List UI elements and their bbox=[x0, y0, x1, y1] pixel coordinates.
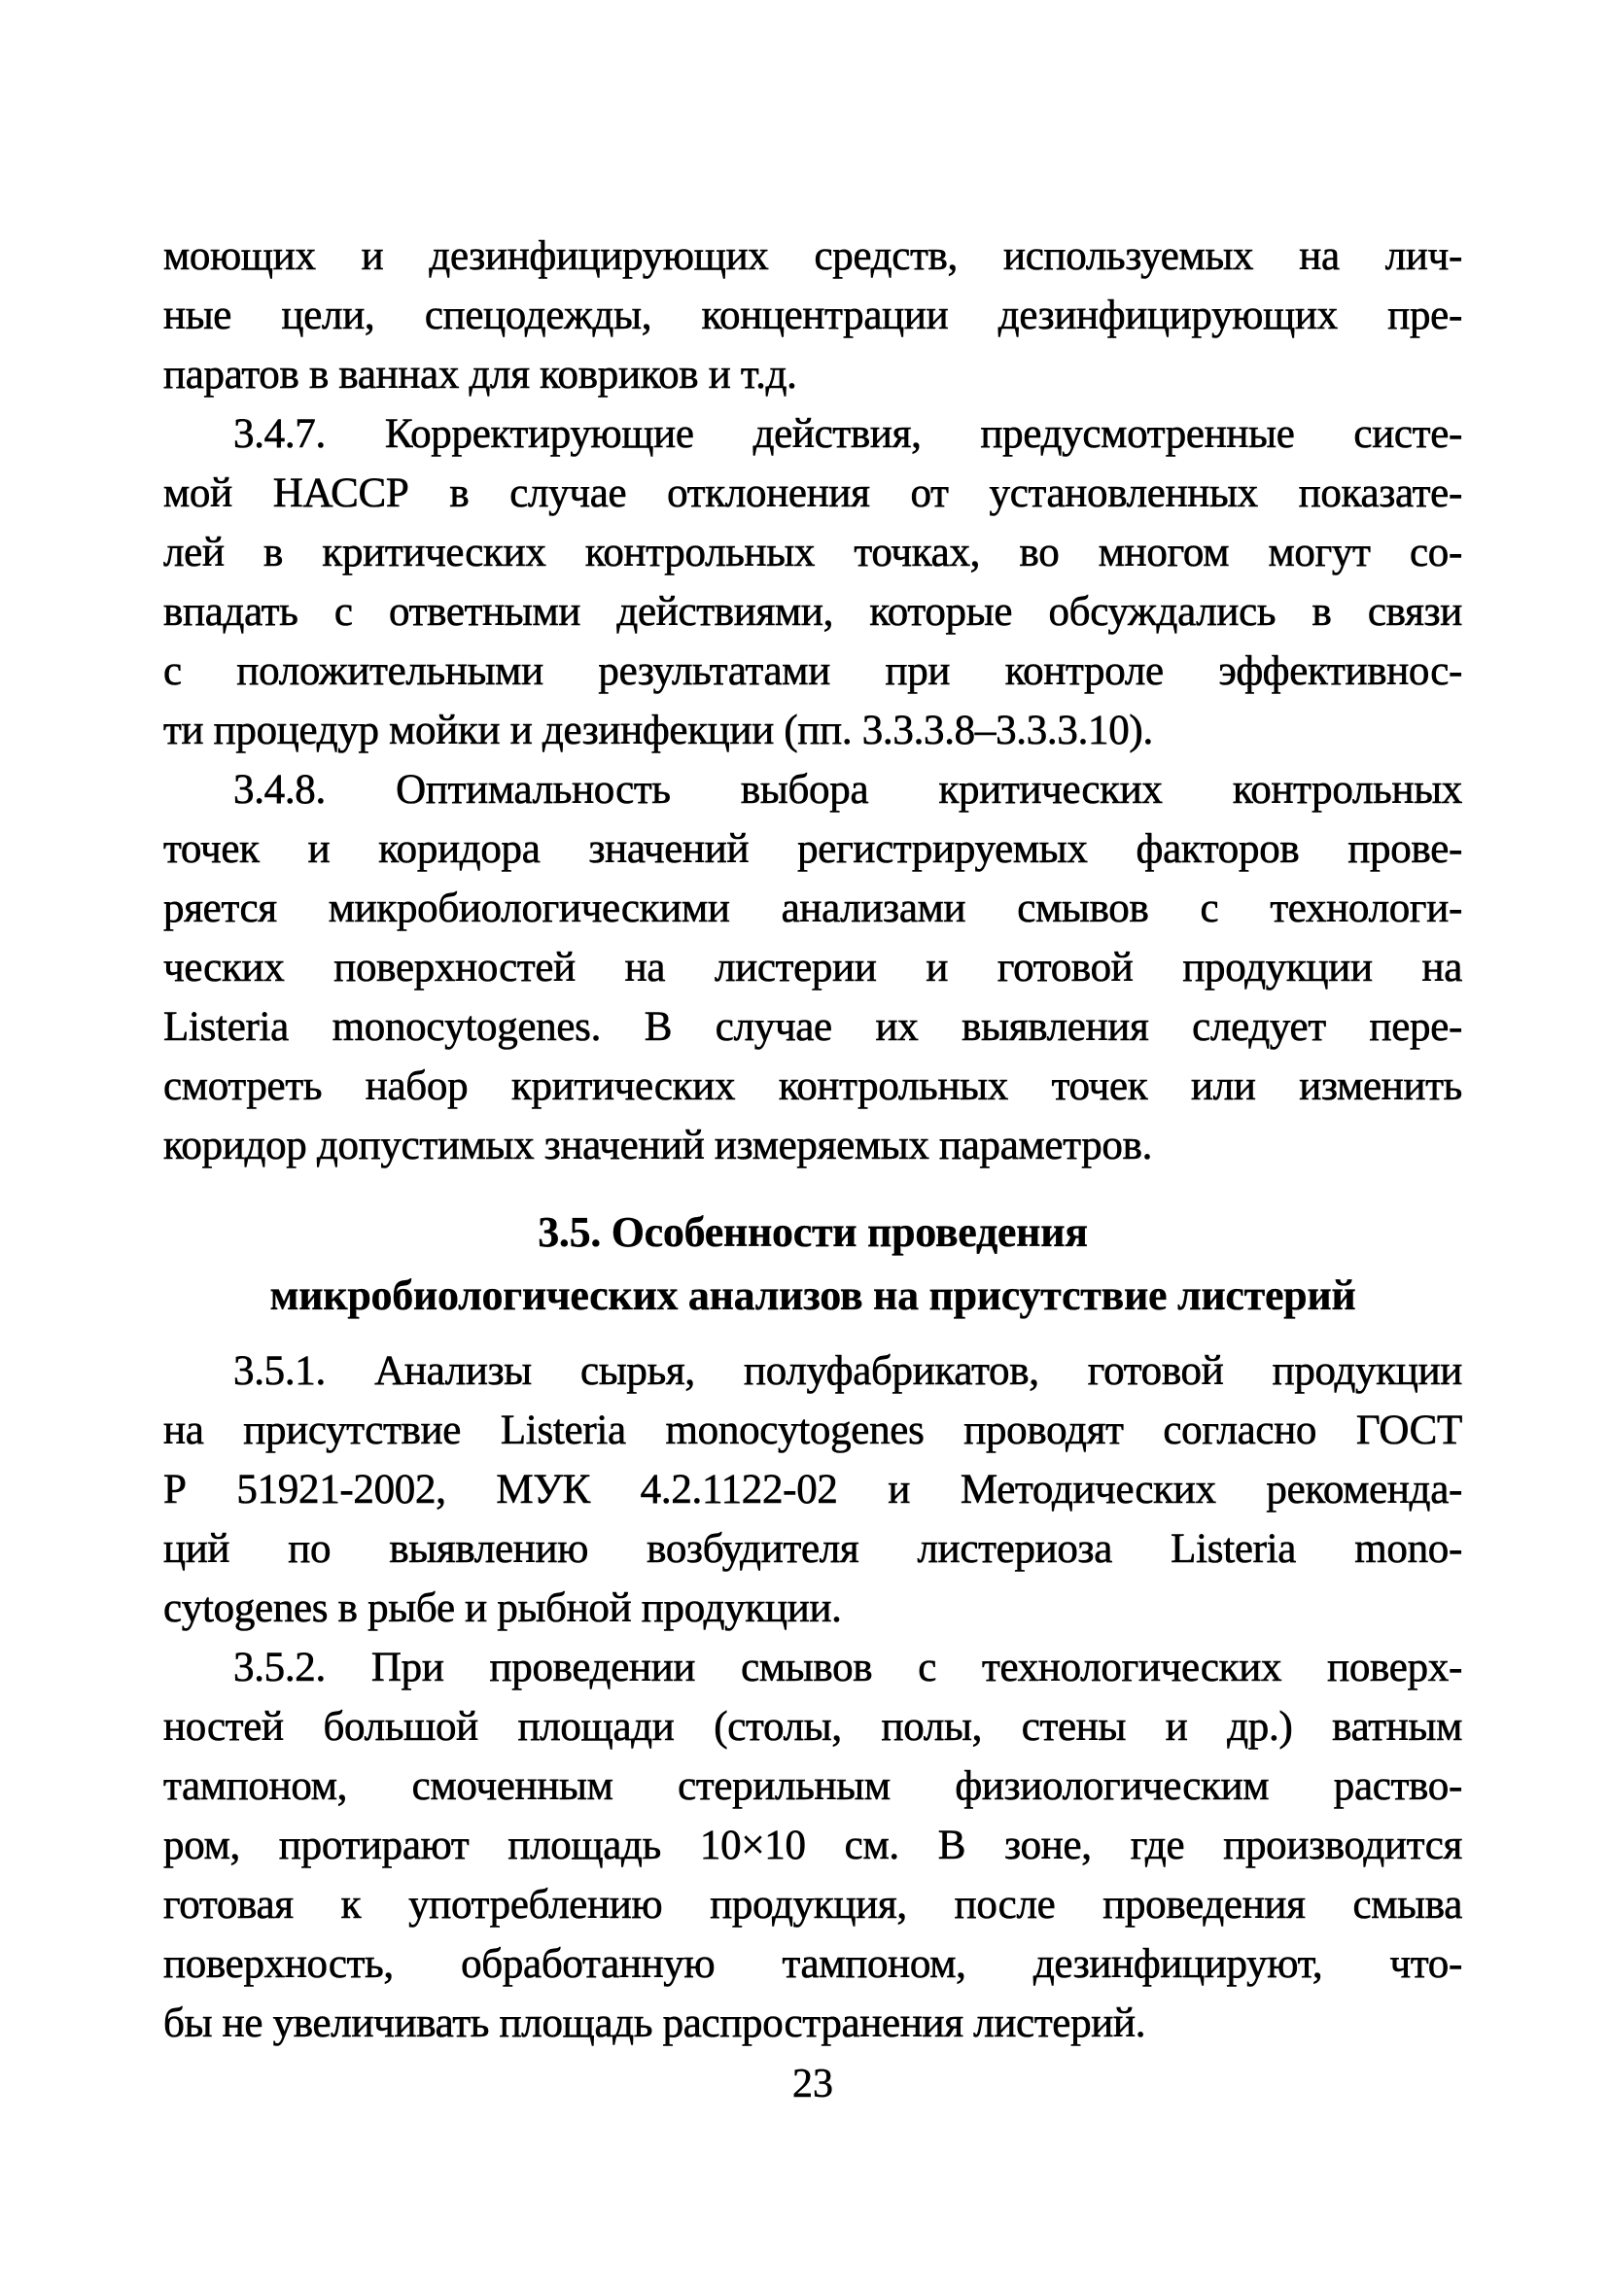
text-line: 3.4.8. Оптимальность выбора критических контрольных bbox=[233, 767, 1462, 813]
text-line: бы не увеличивать площадь распространения листерий. bbox=[163, 2000, 1146, 2046]
text-line: ти процедур мойки и дезинфекции (пп. 3.3.3.8–3.3.3.10). bbox=[163, 708, 1153, 753]
text-line: точек и коридора значений регистрируемых факторов прове- bbox=[163, 826, 1462, 872]
text-line: лей в критических контрольных точках, во многом могут со- bbox=[163, 530, 1462, 575]
text-line: ные цели, спецодежды, концентрации дезинфицирующих пре- bbox=[163, 293, 1462, 338]
text-line: готовая к употреблению продукция, после проведения смыва bbox=[163, 1882, 1462, 1928]
para-3-5-2 bbox=[163, 1638, 1462, 2053]
para-3-4-7 bbox=[163, 404, 1462, 760]
text-line: смотреть набор критических контрольных точек или изменить bbox=[163, 1063, 1462, 1109]
heading-3-5 bbox=[163, 1200, 1462, 1327]
page-number: 23 bbox=[792, 2062, 833, 2106]
text-line: 3.5.1. Анализы сырья, полуфабрикатов, готовой продукции bbox=[233, 1348, 1462, 1394]
text-line: ций по выявлению возбудителя листериоза Listeria mono- bbox=[163, 1526, 1462, 1572]
text-line: тампоном, смоченным стерильным физиологическим раство- bbox=[163, 1763, 1462, 1809]
text-line: поверхность, обработанную тампоном, дезинфицируют, что- bbox=[163, 1941, 1462, 1987]
text-line: 3.5.2. При проведении смывов с технологических поверх- bbox=[233, 1645, 1462, 1690]
text-line: коридор допустимых значений измеряемых параметров. bbox=[163, 1123, 1153, 1168]
text-block bbox=[163, 226, 1462, 2109]
text-line: Listeria monocytogenes. В случае их выявления следует пере- bbox=[163, 1004, 1462, 1050]
text-line: ром, протирают площадь 10×10 см. В зоне, где производится bbox=[163, 1823, 1462, 1868]
text-line: паратов в ваннах для ковриков и т.д. bbox=[163, 352, 797, 398]
heading-line: микробиологических анализов на присутствие листерий bbox=[269, 1271, 1356, 1319]
heading-line: 3.5. Особенности проведения bbox=[538, 1208, 1088, 1256]
text-line: мой НАССР в случае отклонения от установленных показате- bbox=[163, 470, 1462, 516]
text-line: ряется микробиологическими анализами смывов с технологи- bbox=[163, 886, 1462, 931]
text-line: Р 51921-2002, МУК 4.2.1122-02 и Методических рекоменда- bbox=[163, 1467, 1462, 1513]
text-line: cytogenes в рыбе и рыбной продукции. bbox=[163, 1585, 842, 1631]
text-line: впадать с ответными действиями, которые обсуждались в связи bbox=[163, 589, 1462, 635]
text-line: моющих и дезинфицирующих средств, используемых на лич- bbox=[163, 233, 1462, 279]
para-3-4-6-tail bbox=[163, 226, 1462, 404]
text-line: ностей большой площади (столы, полы, стены и др.) ватным bbox=[163, 1704, 1462, 1750]
para-3-4-8 bbox=[163, 760, 1462, 1175]
text-line: ческих поверхностей на листерии и готовой продукции на bbox=[163, 945, 1462, 991]
text-line: 3.4.7. Корректирующие действия, предусмотренные систе- bbox=[233, 411, 1462, 457]
text-line: с положительными результатами при контроле эффективнос- bbox=[163, 648, 1462, 694]
para-3-5-1 bbox=[163, 1341, 1462, 1638]
text-line: на присутствие Listeria monocytogenes проводят согласно ГОСТ bbox=[163, 1408, 1462, 1453]
